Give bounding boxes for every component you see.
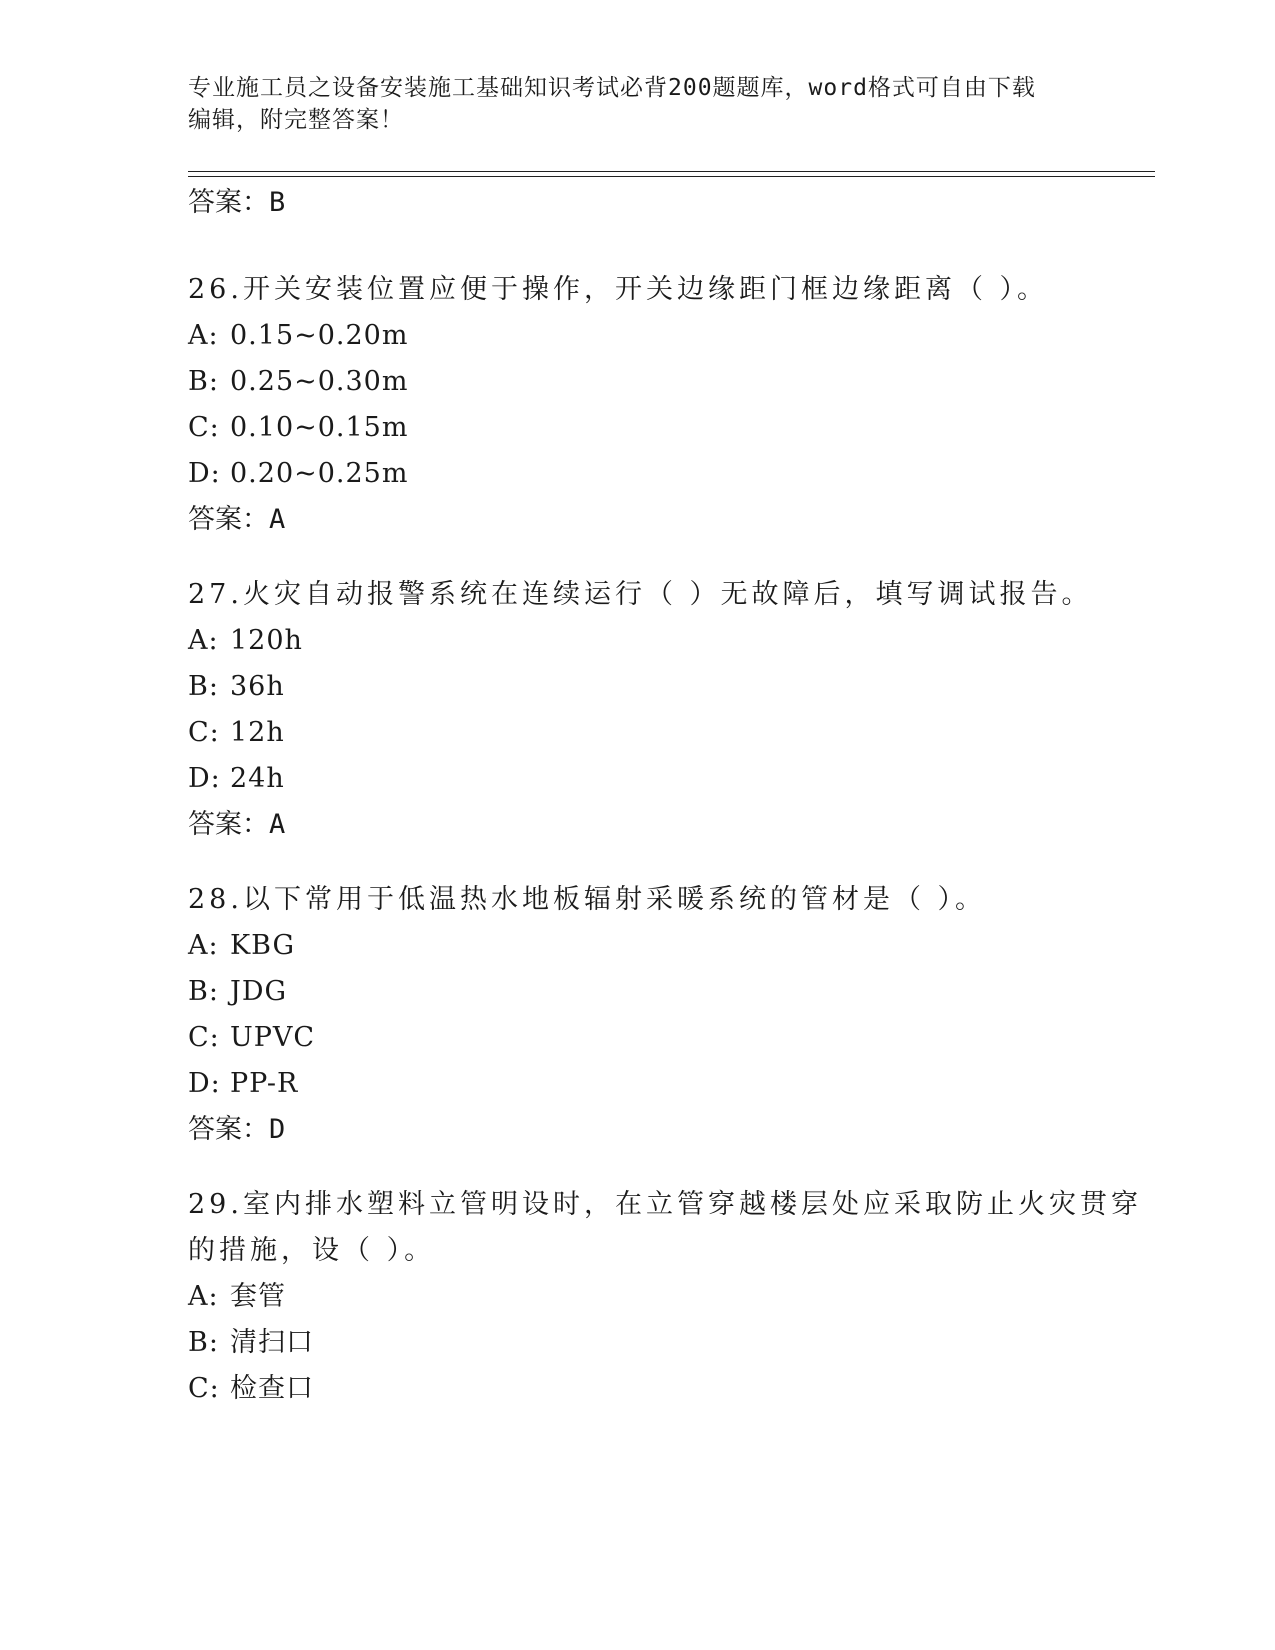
option-c	[188, 1366, 1088, 1412]
option-label: C:	[188, 1373, 220, 1404]
option-label: B:	[188, 976, 219, 1007]
question-27	[188, 572, 1093, 848]
question-text: 27.火灾自动报警系统在连续运行（ ）无故障后，填写调试报告。	[188, 579, 1093, 610]
option-a	[188, 1274, 1088, 1320]
option-d	[188, 1061, 1088, 1107]
option-text: 0.25~0.30m	[230, 366, 409, 397]
option-label: A:	[188, 930, 219, 961]
question-text-line-1: 29.室内排水塑料立管明设时，在立管穿越楼层处应采取防止火灾贯穿	[188, 1189, 1142, 1220]
option-c	[188, 710, 1088, 756]
option-label: B:	[188, 671, 219, 702]
question-29	[188, 1182, 1142, 1412]
option-text: 套管	[230, 1281, 286, 1312]
header-rule-bottom	[188, 176, 1155, 177]
option-label: B:	[188, 1327, 219, 1358]
option-text: 24h	[230, 763, 285, 794]
option-text: 清扫口	[230, 1327, 314, 1358]
option-label: A:	[188, 1281, 219, 1312]
option-b	[188, 1320, 1088, 1366]
question-text-line-2: 的措施，设（ ）。	[188, 1235, 436, 1266]
option-label: A:	[188, 320, 219, 351]
document-title-line-2: 编辑，附完整答案！	[188, 107, 404, 133]
option-c	[188, 1015, 1088, 1061]
option-text: PP-R	[230, 1068, 299, 1099]
question-26	[188, 267, 1088, 543]
option-d	[188, 451, 1088, 497]
option-b	[188, 664, 1088, 710]
option-text: KBG	[230, 930, 296, 961]
option-label: C:	[188, 412, 220, 443]
option-label: D:	[188, 458, 221, 489]
question-28	[188, 877, 1088, 1153]
option-a	[188, 618, 1088, 664]
option-text: JDG	[230, 976, 288, 1007]
option-text: 36h	[230, 671, 285, 702]
question-text: 28.以下常用于低温热水地板辐射采暖系统的管材是（ ）。	[188, 884, 987, 915]
option-text: 检查口	[230, 1373, 314, 1404]
option-label: C:	[188, 717, 220, 748]
option-label: B:	[188, 366, 219, 397]
option-text: UPVC	[230, 1022, 316, 1053]
option-text: 120h	[230, 625, 303, 656]
option-label: C:	[188, 1022, 220, 1053]
option-label: A:	[188, 625, 219, 656]
option-text: 0.10~0.15m	[230, 412, 409, 443]
option-text: 0.20~0.25m	[230, 458, 409, 489]
answer: 答案：D	[188, 1114, 286, 1145]
option-b	[188, 359, 1088, 405]
document-title-line-1: 专业施工员之设备安装施工基础知识考试必背200题题库，word格式可自由下载	[188, 75, 1036, 101]
option-label: D:	[188, 1068, 221, 1099]
header-rule-top	[188, 171, 1155, 172]
answer: 答案：A	[188, 504, 286, 535]
option-c	[188, 405, 1088, 451]
answer-q25: 答案：B	[188, 187, 286, 218]
option-text: 12h	[230, 717, 285, 748]
option-text: 0.15~0.20m	[230, 320, 409, 351]
option-label: D:	[188, 763, 221, 794]
option-a	[188, 313, 1088, 359]
question-text: 26.开关安装位置应便于操作，开关边缘距门框边缘距离（ ）。	[188, 274, 1049, 305]
option-b	[188, 969, 1088, 1015]
answer: 答案：A	[188, 809, 286, 840]
option-a	[188, 923, 1088, 969]
option-d	[188, 756, 1088, 802]
